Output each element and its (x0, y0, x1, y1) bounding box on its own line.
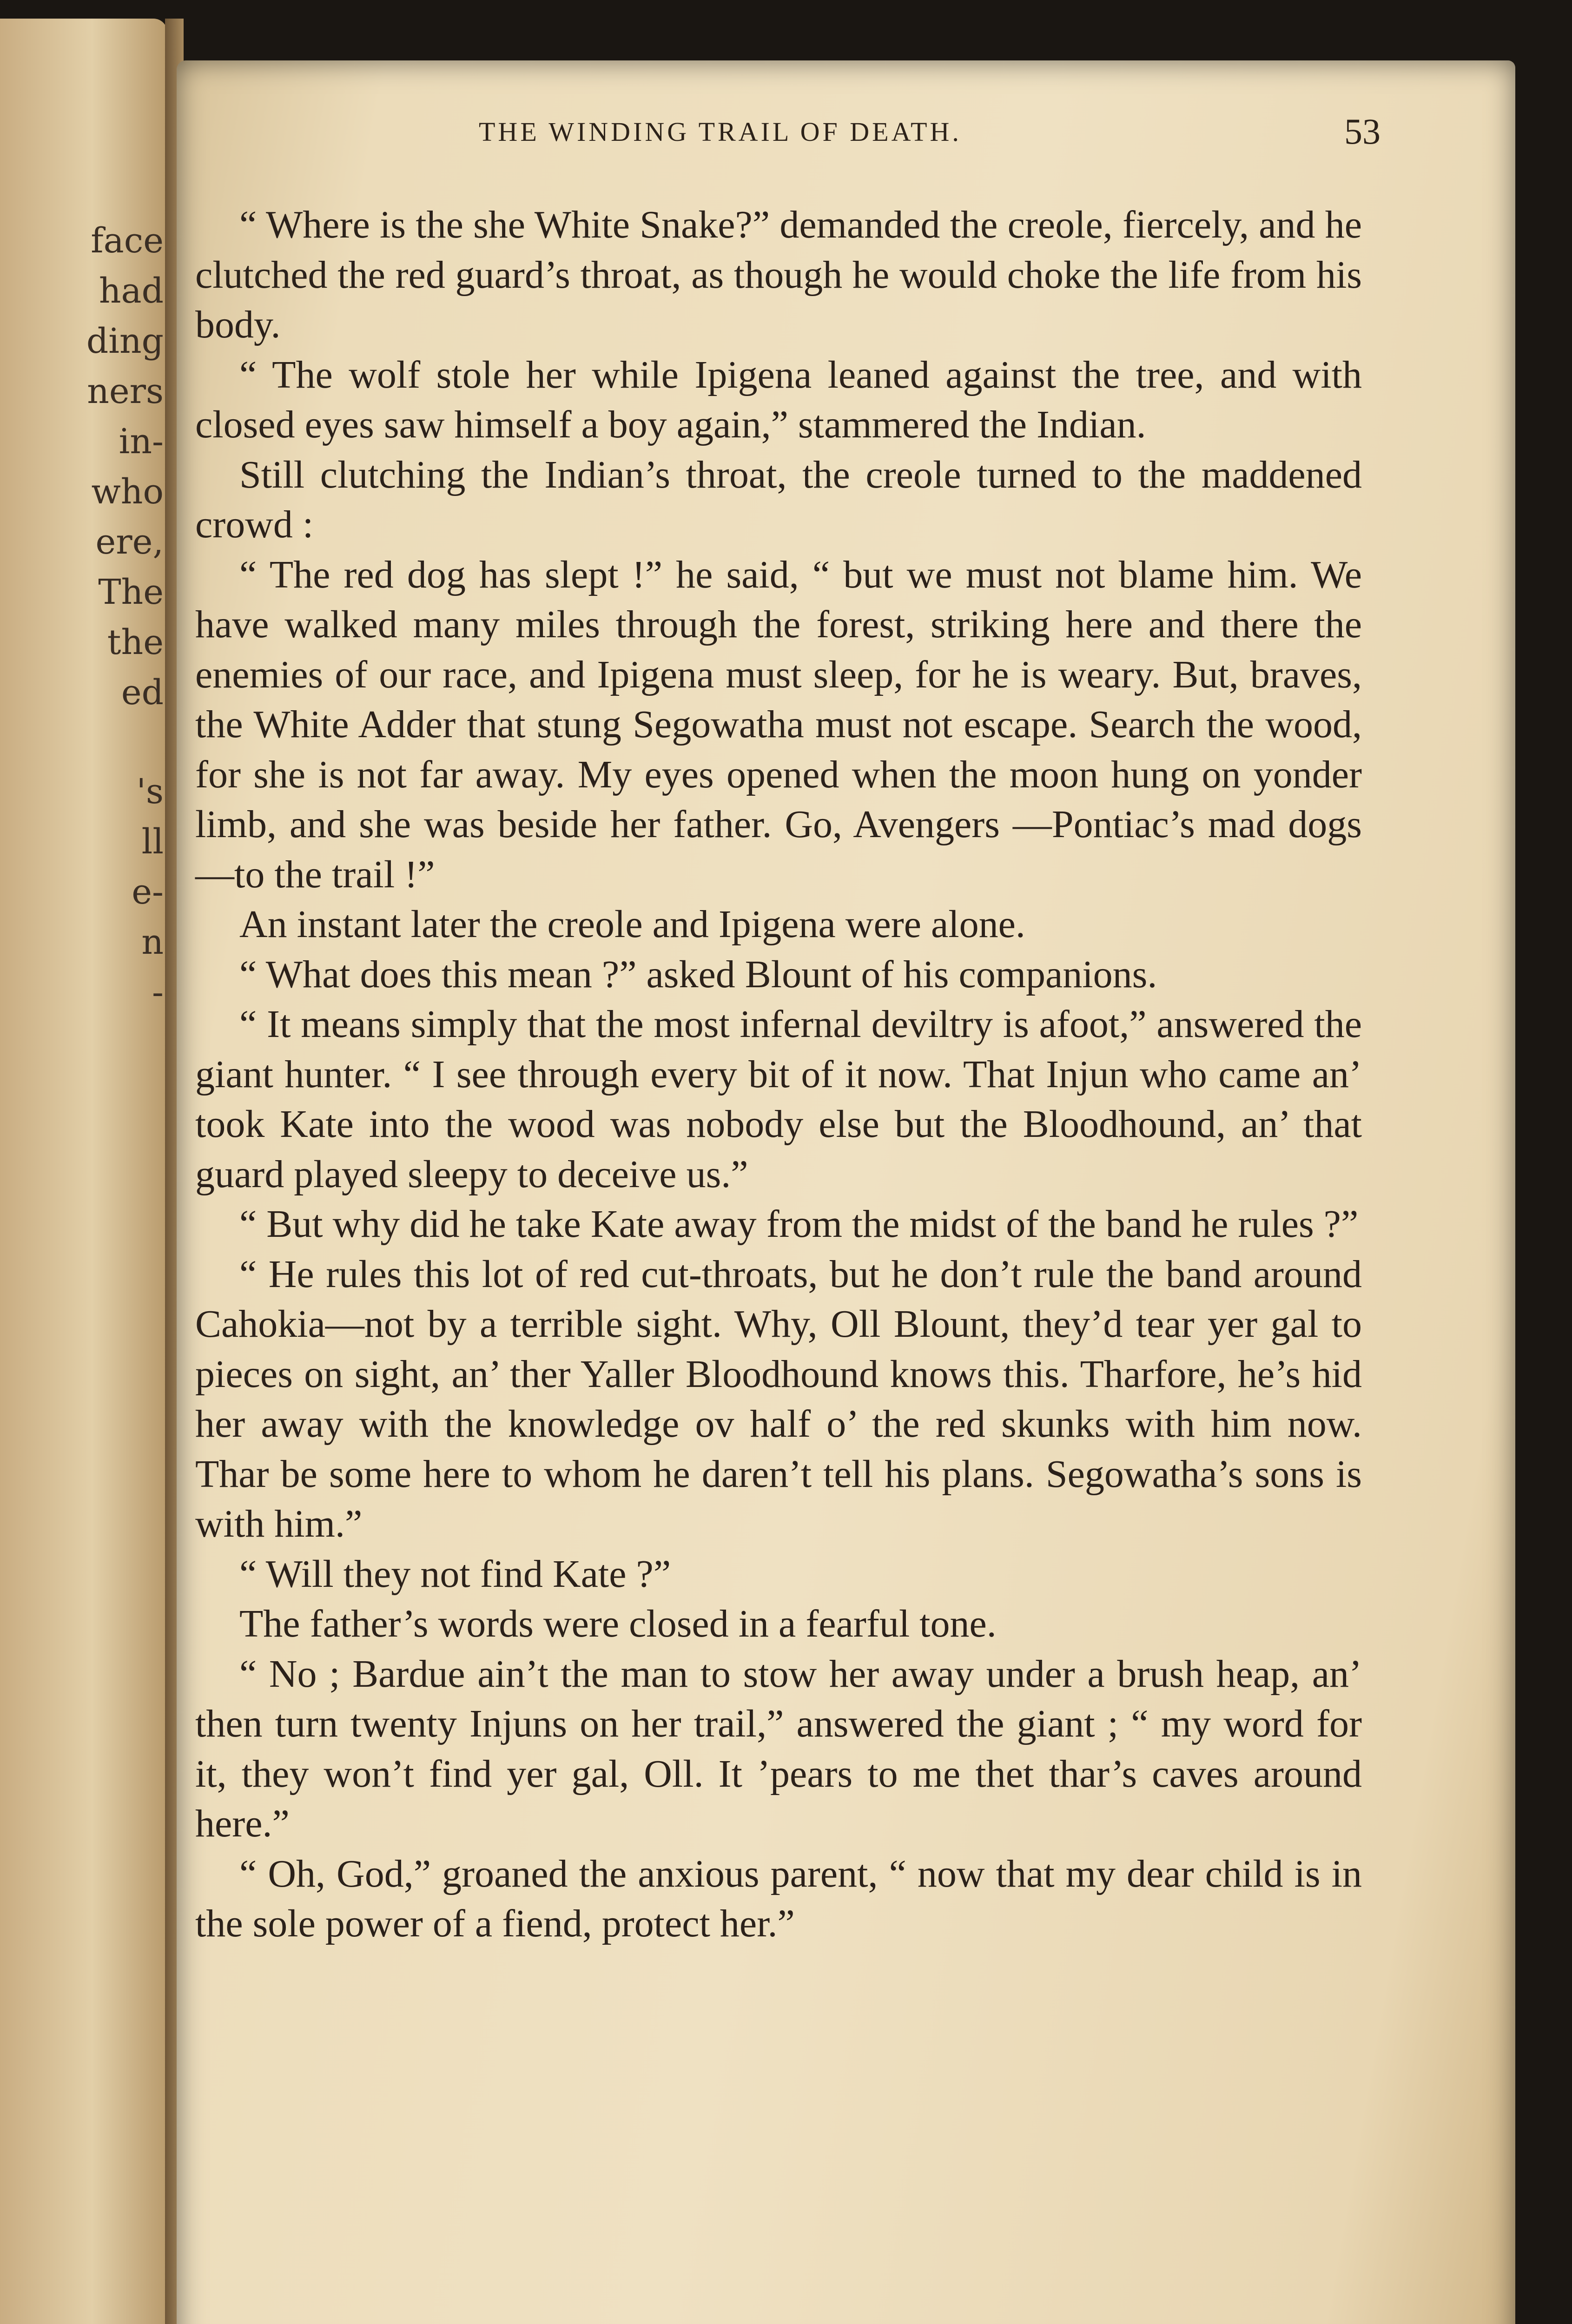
page-number: 53 (1344, 111, 1380, 152)
left-page-fragment: in- (119, 422, 164, 462)
paragraph: “ What does this mean ?” asked Blount of his companions. (239, 952, 1157, 996)
left-page-fragment: ners (87, 371, 164, 411)
left-page-fragment: had (99, 271, 164, 311)
paragraph: “ It means simply that the most infernal deviltry is afoot,” answered the giant hunter. “ I see through every bit of it now. That Injun who came an’ took Kate into the wood was nobody else but the Bloodhound, an’ that guard played sleepy to deceive us.” (195, 1003, 1362, 1196)
right-page (177, 60, 1515, 2324)
left-page-fragment: ll (141, 822, 164, 862)
left-page-fragment: ding (86, 321, 164, 361)
left-page-fragment: The (98, 572, 164, 612)
paragraph: “ Where is the she White Snake?” demanded the creole, fiercely, and he clutched the red guard’s throat, as though he would choke the life from his body. (195, 203, 1362, 346)
paragraph: “ But why did he take Kate away from the midst of the band he rules ?” (239, 1202, 1359, 1246)
running-title: THE WINDING TRAIL OF DEATH. (479, 117, 962, 147)
left-page-fragment: n (141, 922, 164, 962)
left-page-fragment: who (91, 472, 164, 512)
paragraph: “ The wolf stole her while Ipigena leaned against the tree, and with closed eyes saw himself a boy again,” stammered the Indian. (195, 353, 1362, 446)
left-page-fragment: - (152, 972, 164, 1012)
left-page-fragment: ere, (95, 522, 164, 562)
paragraph: “ The red dog has slept !” he said, “ but we must not blame him. We have walked many miles through the forest, striking here and there the enemies of our race, and Ipigena must sleep, for he is weary. But, braves, the White Adder that stung Segowatha must not escape. Search the wood, for she is not far away. My eyes opened when the moon hung on yonder limb, and she was beside her father. Go, Avengers —Pontiac’s mad dogs—to the trail !” (195, 553, 1362, 896)
left-page-fragment: 's (136, 772, 164, 812)
paragraph: “ Will they not find Kate ?” (239, 1552, 671, 1596)
page-header (177, 111, 1515, 163)
paragraph: “ Oh, God,” groaned the anxious parent, “ now that my dear child is in the sole power of a fiend, protect her.” (195, 1852, 1362, 1945)
paragraph: Still clutching the Indian’s throat, the creole turned to the maddened crowd : (195, 453, 1362, 546)
left-page-edge (0, 19, 167, 2324)
left-page-fragment: ed (121, 673, 164, 713)
paragraph: An instant later the creole and Ipigena were alone. (239, 903, 1025, 946)
left-page-fragment: the (107, 622, 164, 662)
paragraph: “ He rules this lot of red cut-throats, but he don’t rule the band around Cahokia—not by a terrible sight. Why, Oll Blount, they’d tear yer gal to pieces on sight, an’ ther Yaller Bloodhound knows this. Tharfore, he’s hid her away with the knowledge ov half o’ the red skunks with him now. Thar be some here to whom he daren’t tell his plans. Segowatha’s sons is with him.” (195, 1252, 1362, 1545)
left-page-fragment: face (91, 221, 164, 261)
paragraph: The father’s words were closed in a fearful tone. (239, 1602, 997, 1645)
left-page-fragment: e- (132, 872, 164, 912)
body-text (195, 200, 1362, 1949)
paragraph: “ No ; Bardue ain’t the man to stow her away under a brush heap, an’ then turn twenty Injuns on her trail,” answered the giant ; “ my word for it, they won’t find yer gal, Oll. It ’pears to me thet thar’s caves around here.” (195, 1652, 1362, 1845)
